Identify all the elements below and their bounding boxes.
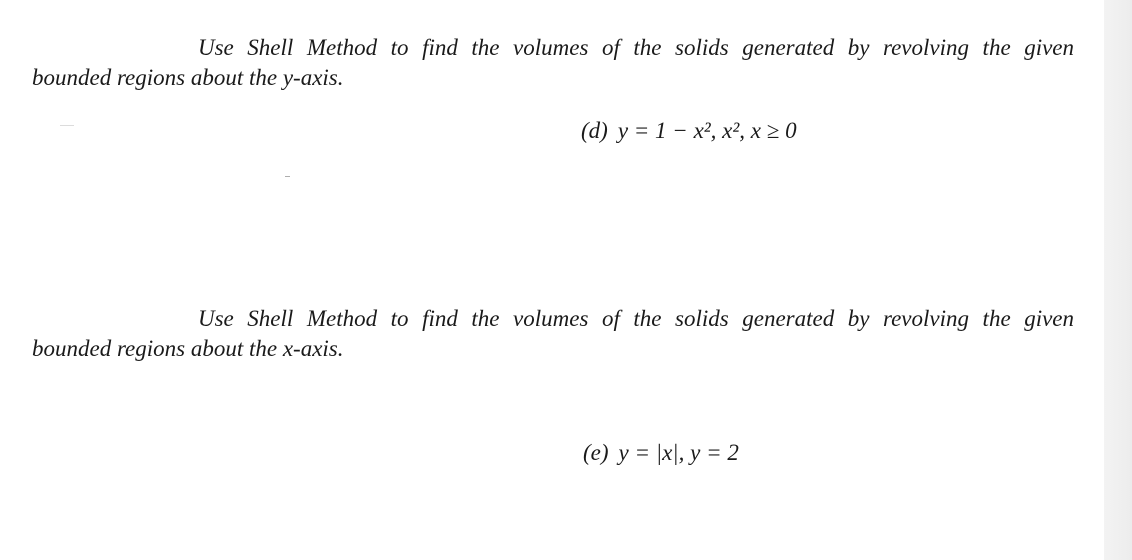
instruction-line-2: bounded regions about the x-axis. [32,336,344,361]
problem-equation: y = 1 − x², x², x ≥ 0 [617,118,797,143]
problem-d [581,118,797,144]
instruction-line-2: bounded regions about the y-axis. [32,65,344,90]
problem-label: (e) [583,440,609,465]
problem-equation: y = |x|, y = 2 [618,440,739,465]
instruction-line-1: Use Shell Method to find the volumes of the solids generated by revolving the given [198,35,1074,60]
instruction-y-axis [32,33,1074,93]
problem-e [583,440,739,466]
scan-artifact [285,176,290,177]
scan-artifact [60,125,74,126]
instruction-x-axis [32,304,1074,364]
page-edge-shadow [1104,0,1132,560]
instruction-line-1: Use Shell Method to find the volumes of the solids generated by revolving the given [198,306,1074,331]
problem-label: (d) [581,118,608,143]
